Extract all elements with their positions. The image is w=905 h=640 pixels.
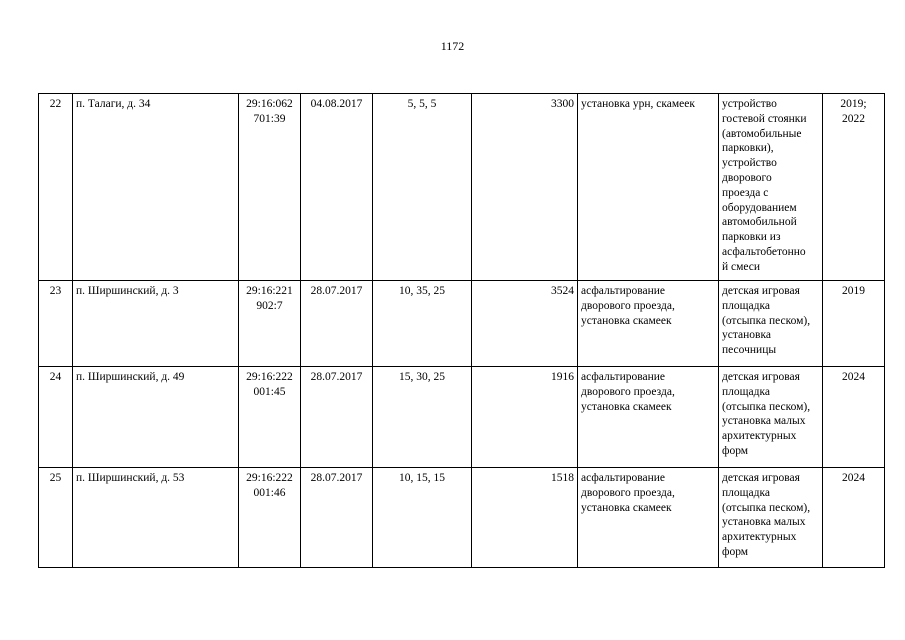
row-area: 1518 <box>472 468 578 568</box>
cell-line: 902:7 <box>256 299 283 312</box>
cell-line: 29:16:062 <box>246 98 293 110</box>
cell-line: песочницы <box>722 344 777 357</box>
table-row <box>39 281 885 367</box>
cell-line: установка скамеек <box>581 400 672 413</box>
row-years <box>823 94 885 281</box>
cell-line: площадка <box>722 299 770 312</box>
row-area: 3300 <box>472 94 578 281</box>
cell-line: 2019; <box>840 98 867 110</box>
row-cadastral-number <box>239 281 301 367</box>
row-address: п. Ширшинский, д. 49 <box>73 367 239 468</box>
cell-line: парковки из <box>722 231 781 244</box>
row-address: п. Ширшинский, д. 53 <box>73 468 239 568</box>
row-years <box>823 367 885 468</box>
cell-line: детская игровая <box>722 285 800 297</box>
cell-line: 2024 <box>842 472 865 484</box>
row-completed-works <box>578 367 719 468</box>
cell-line: форм <box>722 444 749 457</box>
cell-line: установка урн, скамеек <box>581 98 695 110</box>
cell-line: (отсыпка песком), <box>722 314 811 327</box>
yards-register-table <box>38 93 885 568</box>
row-date: 28.07.2017 <box>301 281 373 367</box>
cell-line: дворового <box>722 171 772 184</box>
cell-line: архитектурных <box>722 531 797 544</box>
row-planned-works <box>719 94 823 281</box>
cell-line: установка малых <box>722 516 806 529</box>
cell-line: площадка <box>722 385 770 398</box>
row-area: 1916 <box>472 367 578 468</box>
cell-line: 29:16:222 <box>246 371 293 383</box>
row-number: 24 <box>39 367 73 468</box>
row-number: 22 <box>39 94 73 281</box>
cell-line: 29:16:221 <box>246 285 293 297</box>
cell-line: устройство <box>722 157 777 170</box>
row-address: п. Талаги, д. 34 <box>73 94 239 281</box>
cell-line: дворового проезда, <box>581 299 675 312</box>
table-row <box>39 367 885 468</box>
table-row <box>39 468 885 568</box>
cell-line: й смеси <box>722 260 761 273</box>
row-sizes: 5, 5, 5 <box>373 94 472 281</box>
cell-line: 2019 <box>842 285 865 297</box>
row-number: 25 <box>39 468 73 568</box>
cell-line: устройство <box>722 98 777 110</box>
row-number: 23 <box>39 281 73 367</box>
cell-line: детская игровая <box>722 371 800 383</box>
row-date: 04.08.2017 <box>301 94 373 281</box>
cell-line: асфальтирование <box>581 285 666 297</box>
cell-line: установка <box>722 329 771 342</box>
row-sizes: 10, 15, 15 <box>373 468 472 568</box>
cell-line: дворового проезда, <box>581 385 675 398</box>
cell-line: (отсыпка песком), <box>722 501 811 514</box>
cell-line: установка скамеек <box>581 501 672 514</box>
cell-line: архитектурных <box>722 430 797 443</box>
cell-line: установка скамеек <box>581 314 672 327</box>
row-date: 28.07.2017 <box>301 468 373 568</box>
cell-line: детская игровая <box>722 472 800 484</box>
row-cadastral-number <box>239 468 301 568</box>
cell-line: оборудованием <box>722 201 797 214</box>
cell-line: установка малых <box>722 415 806 428</box>
cell-line: 001:46 <box>253 486 286 499</box>
cell-line: асфальтирование <box>581 472 666 484</box>
cell-line: автомобильной <box>722 216 797 229</box>
row-cadastral-number <box>239 94 301 281</box>
cell-line: 701:39 <box>253 112 286 125</box>
cell-line: 001:45 <box>253 385 286 398</box>
cell-line: 29:16:222 <box>246 472 293 484</box>
row-years <box>823 468 885 568</box>
cell-line: 2024 <box>842 371 865 383</box>
cell-line: (отсыпка песком), <box>722 400 811 413</box>
row-sizes: 15, 30, 25 <box>373 367 472 468</box>
row-planned-works <box>719 367 823 468</box>
row-cadastral-number <box>239 367 301 468</box>
row-completed-works <box>578 94 719 281</box>
row-sizes: 10, 35, 25 <box>373 281 472 367</box>
cell-line: асфальтирование <box>581 371 666 383</box>
row-planned-works <box>719 468 823 568</box>
cell-line: гостевой стоянки <box>722 112 807 125</box>
cell-line: проезда с <box>722 186 769 199</box>
row-completed-works <box>578 468 719 568</box>
row-planned-works <box>719 281 823 367</box>
cell-line: форм <box>722 545 749 558</box>
page-number: 1172 <box>440 39 465 53</box>
cell-line: дворового проезда, <box>581 486 675 499</box>
cell-line: парковки), <box>722 142 774 155</box>
table-row <box>39 94 885 281</box>
row-date: 28.07.2017 <box>301 367 373 468</box>
row-completed-works <box>578 281 719 367</box>
cell-line: 2022 <box>842 112 865 125</box>
row-years <box>823 281 885 367</box>
cell-line: площадка <box>722 486 770 499</box>
row-address: п. Ширшинский, д. 3 <box>73 281 239 367</box>
row-area: 3524 <box>472 281 578 367</box>
cell-line: (автомобильные <box>722 127 802 140</box>
cell-line: асфальтобетонно <box>722 245 806 258</box>
